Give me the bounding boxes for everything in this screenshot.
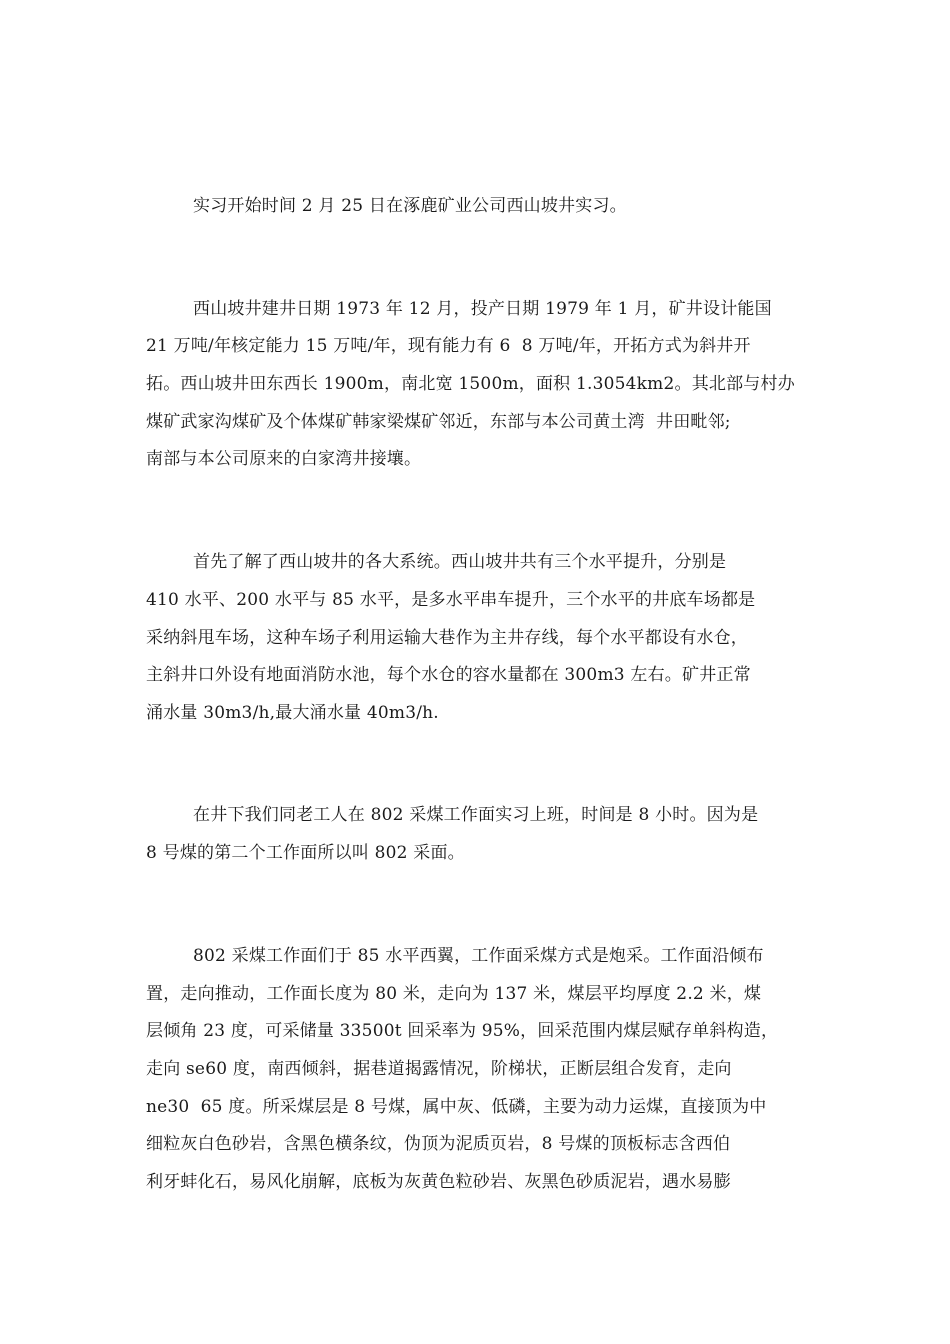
paragraph-5-line-2: 置，走向推动，工作面长度为 80 米，走向为 137 米，煤层平均厚度 2.2 米，煤 [146,984,762,1004]
paragraph-2-line-1: 西山坡井建井日期 1973 年 12 月，投产日期 1979 年 1 月，矿井设计能国 [193,299,772,319]
paragraph-5-line-1: 802 采煤工作面们于 85 水平西翼，工作面采煤方式是炮采。工作面沿倾布 [193,946,764,966]
paragraph-2-line-5: 南部与本公司原来的白家湾井接壤。 [146,449,422,469]
paragraph-3-line-4: 主斜井口外设有地面消防水池，每个水仓的容水量都在 300m3 左右。矿井正常 [146,665,751,685]
paragraph-4-line-1: 在井下我们同老工人在 802 采煤工作面实习上班，时间是 8 小时。因为是 [193,805,759,825]
paragraph-3-line-3: 采纳斜甩车场，这种车场子利用运输大巷作为主井存线，每个水平都设有水仓， [146,628,748,648]
paragraph-1-line-1: 实习开始时间 2 月 25 日在涿鹿矿业公司西山坡井实习。 [193,196,627,216]
paragraph-3-line-5: 涌水量 30m3/h,最大涌水量 40m3/h. [146,703,439,723]
paragraph-4-line-2: 8 号煤的第二个工作面所以叫 802 采面。 [146,843,465,863]
paragraph-5-line-6: 细粒灰白色砂岩，含黑色横条纹，伪顶为泥质页岩，8 号煤的顶板标志含西伯 [146,1134,731,1154]
paragraph-5-line-5: ne30 65 度。所采煤层是 8 号煤，属中灰、低磷，主要为动力运煤，直接顶为中 [146,1097,767,1117]
paragraph-5-line-7: 利牙蚌化石，易风化崩解，底板为灰黄色粒砂岩、灰黑色砂质泥岩，遇水易膨 [146,1172,731,1192]
paragraph-5-line-4: 走向 se60 度，南西倾斜，据巷道揭露情况，阶梯状，正断层组合发育，走向 [146,1059,732,1079]
paragraph-2-line-4: 煤矿武家沟煤矿及个体煤矿韩家梁煤矿邻近，东部与本公司黄土湾 井田毗邻; [146,412,731,432]
paragraph-2-line-3: 拓。西山坡井田东西长 1900m，南北宽 1500m，面积 1.3054km2。其北部与村办 [146,374,795,394]
paragraph-3-line-1: 首先了解了西山坡井的各大系统。西山坡井共有三个水平提升，分别是 [193,552,727,572]
paragraph-3-line-2: 410 水平、200 水平与 85 水平，是多水平串车提升，三个水平的井底车场都是 [146,590,756,610]
paragraph-5-line-3: 层倾角 23 度，可采储量 33500t 回采率为 95%，回采范围内煤层赋存单斜构造， [146,1021,779,1041]
paragraph-2-line-2: 21 万吨/年核定能力 15 万吨/年，现有能力有 6 8 万吨/年，开拓方式为斜井开 [146,336,751,356]
